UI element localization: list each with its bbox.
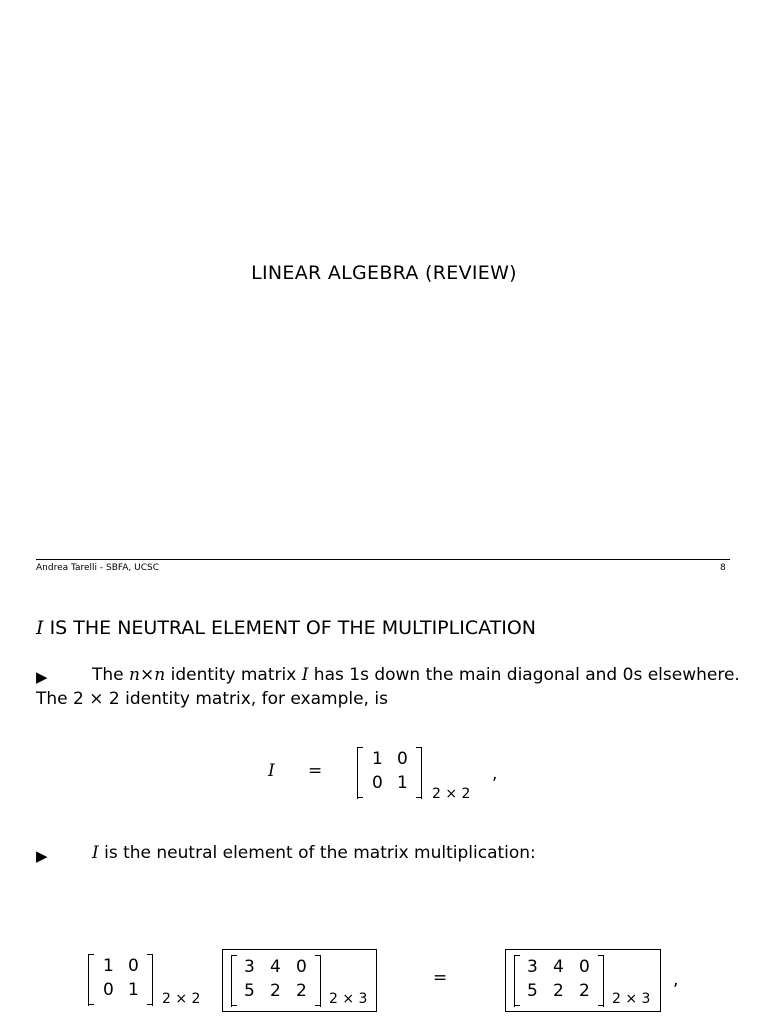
bullet2-text: is the neutral element of the matrix multiplication: xyxy=(98,843,536,863)
matrix-cell: 0 xyxy=(103,980,114,1000)
matrix-b xyxy=(231,955,321,1007)
matrix-cell: 0 xyxy=(296,957,307,977)
matrix-cell: 0 xyxy=(372,773,383,793)
eq2-m2-subscript: 2 × 3 xyxy=(329,991,368,1007)
bullet1-part3: has 1s down the main diagonal and 0s elsewhere. xyxy=(308,665,740,685)
eq2-equals: = xyxy=(433,968,448,988)
bullet1-n2: n xyxy=(154,665,166,685)
identity-matrix-2 xyxy=(88,954,153,1006)
bullet2-i: I xyxy=(92,843,99,863)
section-heading xyxy=(36,617,536,639)
bullet2-line xyxy=(92,843,536,863)
eq1-subscript: 2 × 2 xyxy=(432,786,471,802)
bullet1-times: × xyxy=(139,665,155,685)
identity-matrix xyxy=(357,747,422,799)
matrix-cell: 4 xyxy=(553,957,564,977)
bullet-marker-1: ▶ xyxy=(36,668,48,686)
matrix-cell: 2 xyxy=(270,981,281,1001)
matrix-cell: 3 xyxy=(527,957,538,977)
footer-author: Andrea Tarelli - SBFA, UCSC xyxy=(36,563,160,573)
matrix-result xyxy=(514,955,604,1007)
bullet1-part1: The xyxy=(92,665,130,685)
matrix-cell: 5 xyxy=(244,981,255,1001)
bullet1-line2: The 2 × 2 identity matrix, for example, is xyxy=(36,689,388,709)
eq2-m3-subscript: 2 × 3 xyxy=(612,991,651,1007)
matrix-cell: 1 xyxy=(103,956,114,976)
footer-divider xyxy=(36,559,730,560)
eq1-lhs: I xyxy=(268,761,275,781)
matrix-cell: 1 xyxy=(128,980,139,1000)
bullet1-part2: identity matrix xyxy=(165,665,302,685)
slide-title: LINEAR ALGEBRA (REVIEW) xyxy=(251,262,517,284)
eq1-equals: = xyxy=(308,761,323,781)
matrix-cell: 0 xyxy=(128,956,139,976)
boxed-matrix-left xyxy=(222,949,377,1012)
matrix-cell: 1 xyxy=(397,773,408,793)
matrix-cell: 2 xyxy=(553,981,564,1001)
matrix-cell: 2 xyxy=(296,981,307,1001)
bullet1-line1 xyxy=(92,665,740,685)
heading-text: IS THE NEUTRAL ELEMENT OF THE MULTIPLICATION xyxy=(49,617,536,639)
matrix-cell: 5 xyxy=(527,981,538,1001)
matrix-cell: 4 xyxy=(270,957,281,977)
matrix-cell: 1 xyxy=(372,749,383,769)
bullet1-n1: n xyxy=(129,665,140,685)
eq2-m1-subscript: 2 × 2 xyxy=(162,991,201,1007)
heading-symbol-i: I xyxy=(36,617,44,639)
matrix-cell: 0 xyxy=(397,749,408,769)
matrix-cell: 0 xyxy=(579,957,590,977)
eq1-comma: , xyxy=(492,764,498,784)
matrix-cell: 2 xyxy=(579,981,590,1001)
page-number: 8 xyxy=(720,563,726,573)
bullet1-i: I xyxy=(301,665,309,685)
boxed-matrix-right xyxy=(505,949,661,1012)
bullet-marker-2: ▶ xyxy=(36,847,48,865)
matrix-cell: 3 xyxy=(244,957,255,977)
eq2-comma: , xyxy=(673,970,679,990)
